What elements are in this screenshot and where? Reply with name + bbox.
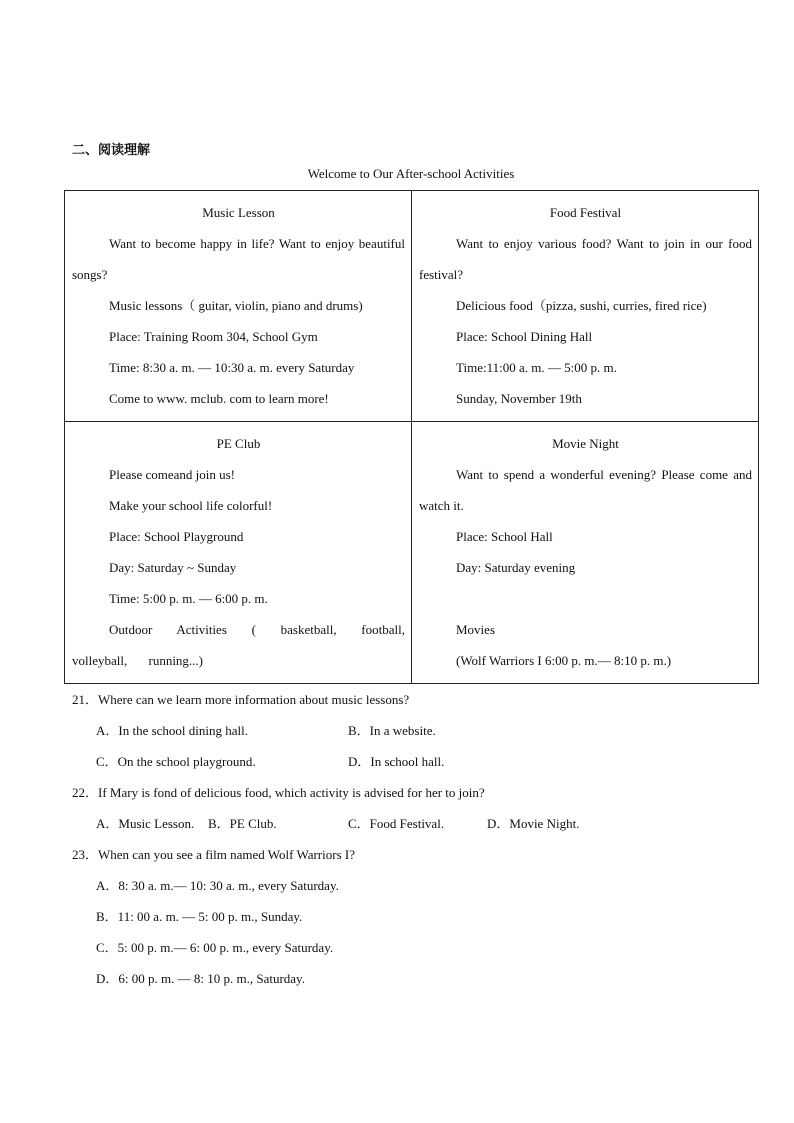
music-lesson-cell: [65, 191, 412, 422]
option-a: A．In the school dining hall.: [96, 723, 249, 738]
option-a: A．Music Lesson.: [96, 816, 195, 831]
option-a: A．8: 30 a. m.— 10: 30 a. m., every Saturday.: [96, 878, 339, 893]
cell-line: Movies: [456, 622, 495, 637]
cell-line: Make your school life colorful!: [109, 498, 273, 513]
table-row: [65, 191, 759, 422]
cell-day: Day: Saturday evening: [456, 560, 576, 575]
cell-title: Movie Night: [552, 436, 619, 451]
question-options: [72, 808, 762, 839]
cell-line: Please comeand join us!: [109, 467, 235, 482]
questions: [72, 684, 762, 994]
table-row: [65, 422, 759, 684]
table-title: Welcome to Our After-school Activities: [307, 166, 515, 181]
option-d: D．In school hall.: [348, 754, 445, 769]
option-c: C．Food Festival.: [348, 816, 445, 831]
option-b: B．PE Club.: [208, 816, 277, 831]
option-d: D．Movie Night.: [487, 816, 580, 831]
option-b: B．In a website.: [348, 723, 436, 738]
cell-time: Time: 5:00 p. m. — 6:00 p. m.: [109, 591, 268, 606]
cell-time: Time:11:00 a. m. — 5:00 p. m.: [456, 360, 617, 375]
question-options: [72, 870, 762, 994]
section-title: 二、阅读理解: [72, 143, 151, 158]
cell-title: PE Club: [216, 436, 261, 451]
cell-line: Outdoor Activities ( basketball, football, volleyball, running...): [72, 622, 405, 668]
cell-place: Place: School Dining Hall: [456, 329, 593, 344]
option-d: D．6: 00 p. m. — 8: 10 p. m., Saturday.: [96, 971, 305, 986]
cell-place: Place: School Hall: [456, 529, 553, 544]
cell-date: Sunday, November 19th: [456, 391, 582, 406]
food-festival-cell: [412, 191, 759, 422]
question-stem: 22．If Mary is fond of delicious food, which activity is advised for her to join?: [72, 785, 485, 800]
pe-club-cell: [65, 422, 412, 684]
cell-intro: Want to spend a wonderful evening? Please come and watch it.: [419, 467, 752, 513]
cell-intro: Want to become happy in life? Want to enjoy beautiful songs?: [72, 236, 405, 282]
cell-place: Place: Training Room 304, School Gym: [109, 329, 318, 344]
option-c: C．5: 00 p. m.— 6: 00 p. m., every Saturday.: [96, 940, 334, 955]
cell-place: Place: School Playground: [109, 529, 244, 544]
question-stem: 23．When can you see a film named Wolf Warriors I?: [72, 847, 355, 862]
cell-title: Food Festival: [549, 205, 622, 220]
cell-line: Music lessons（ guitar, violin, piano and drums): [109, 298, 363, 313]
question-options: [72, 715, 762, 777]
movie-night-cell: [412, 422, 759, 684]
cell-line: Come to www. mclub. com to learn more!: [109, 391, 329, 406]
cell-day: Day: Saturday ~ Sunday: [109, 560, 237, 575]
cell-line: Delicious food（pizza, sushi, curries, fired rice): [456, 298, 707, 313]
option-c: C．On the school playground.: [96, 754, 256, 769]
option-b: B．11: 00 a. m. — 5: 00 p. m., Sunday.: [96, 909, 303, 924]
cell-title: Music Lesson: [202, 205, 275, 220]
question-stem: 21．Where can we learn more information about music lessons?: [72, 692, 410, 707]
blank-line: [419, 583, 752, 614]
cell-time: Time: 8:30 a. m. — 10:30 a. m. every Saturday: [109, 360, 355, 375]
activities-table: [64, 190, 759, 684]
cell-line: (Wolf Warriors I 6:00 p. m.— 8:10 p. m.): [456, 653, 672, 668]
cell-intro: Want to enjoy various food? Want to join in our food festival?: [419, 236, 752, 282]
